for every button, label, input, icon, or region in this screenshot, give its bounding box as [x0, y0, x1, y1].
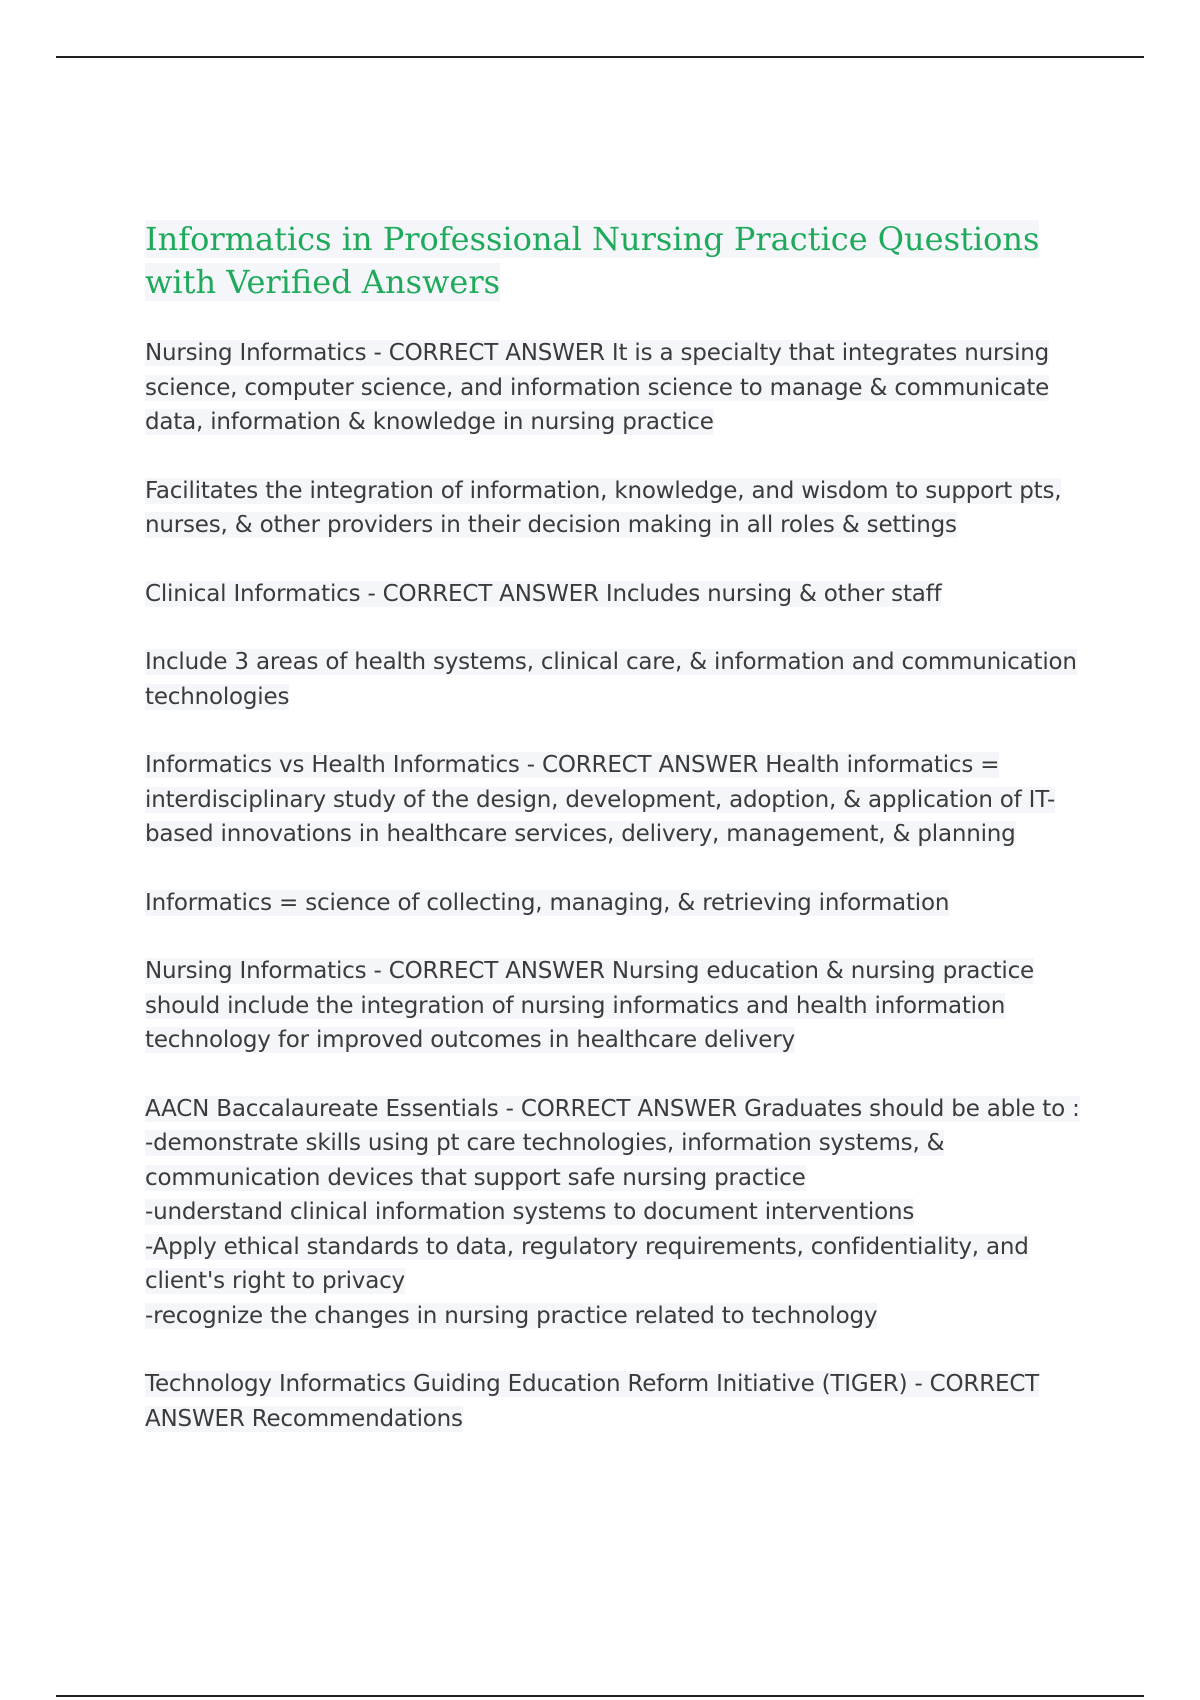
qa-paragraph-1	[145, 336, 1095, 440]
document-body	[145, 218, 1095, 1470]
document-title: Informatics in Professional Nursing Practice Questions with Verified Answers	[145, 220, 1040, 301]
qa-text: Nursing Informatics - CORRECT ANSWER Nursing education & nursing practice should include the integration of nursing informatics and health information technology for improved outcomes in healthcare delivery	[145, 958, 1034, 1053]
qa-text: Include 3 areas of health systems, clinical care, & information and communication technologies	[145, 649, 1077, 710]
qa-text: Informatics = science of collecting, managing, & retrieving information	[145, 889, 950, 916]
aacn-item-text: -Apply ethical standards to data, regulatory requirements, confidentiality, and client's right to privacy	[145, 1233, 1029, 1294]
aacn-intro-line	[145, 1092, 1095, 1127]
qa-paragraph-4	[145, 645, 1095, 714]
aacn-item	[145, 1299, 1095, 1334]
qa-paragraph-7	[145, 954, 1095, 1058]
footer-rule	[56, 1695, 1144, 1697]
header-rule	[56, 56, 1144, 58]
qa-text: Clinical Informatics - CORRECT ANSWER Includes nursing & other staff	[145, 580, 942, 607]
qa-paragraph-aacn	[145, 1092, 1095, 1334]
qa-paragraph-5	[145, 748, 1095, 852]
qa-text: Technology Informatics Guiding Education Reform Initiative (TIGER) - CORRECT ANSWER Recommendations	[145, 1371, 1040, 1432]
qa-paragraph-tiger	[145, 1367, 1095, 1436]
qa-paragraph-2	[145, 474, 1095, 543]
aacn-item	[145, 1195, 1095, 1230]
qa-text: Informatics vs Health Informatics - CORRECT ANSWER Health informatics = interdisciplinary study of the design, development, adoption, & application of IT-based innovations in healthcare services, delivery, management, & planning	[145, 752, 1056, 847]
aacn-item-text: -recognize the changes in nursing practice related to technology	[145, 1302, 878, 1329]
qa-paragraph-6	[145, 886, 1095, 921]
title-block	[145, 218, 1095, 304]
aacn-item-text: -demonstrate skills using pt care technologies, information systems, & communication devices that support safe nursing practice	[145, 1130, 945, 1191]
qa-paragraph-3	[145, 577, 1095, 612]
aacn-item	[145, 1230, 1095, 1299]
qa-text: Facilitates the integration of information, knowledge, and wisdom to support pts, nurses, & other providers in their decision making in all roles & settings	[145, 477, 1062, 538]
aacn-intro: AACN Baccalaureate Essentials - CORRECT ANSWER Graduates should be able to :	[145, 1095, 1080, 1122]
aacn-item	[145, 1126, 1095, 1195]
aacn-item-text: -understand clinical information systems to document interventions	[145, 1199, 915, 1225]
qa-text: Nursing Informatics - CORRECT ANSWER It is a specialty that integrates nursing science, computer science, and information science to manage & communicate data, information & knowledge in nursing practice	[145, 340, 1050, 435]
